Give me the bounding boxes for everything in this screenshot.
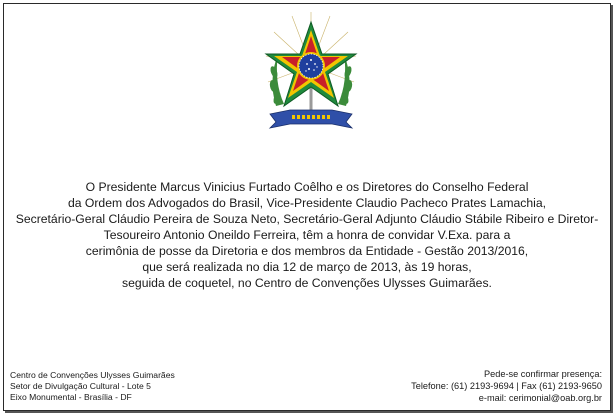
rsvp-phone: Telefone: (61) 2193-9694 | Fax (61) 2193-9650	[411, 381, 602, 391]
invitation-line: Tesoureiro Antonio Oneildo Ferreira, têm a honra de convidar V.Exa. para a	[103, 228, 511, 242]
emblem-ribbon	[270, 110, 352, 128]
emblem-disc	[297, 52, 325, 80]
rsvp-contact	[411, 368, 602, 404]
venue-address	[10, 370, 175, 403]
rsvp-heading: Pede-se confirmar presença:	[484, 369, 602, 379]
invitation-line: Secretário-Geral Cláudio Pereira de Souza Neto, Secretário-Geral Adjunto Cláudio Stábile Ribeiro e Diretor-	[15, 212, 599, 226]
invitation-line: que será realizada no dia 12 de março de 2013, às 19 horas,	[142, 260, 472, 274]
brazil-coat-of-arms-emblem	[262, 10, 360, 144]
venue-line: Centro de Convenções Ulysses Guimarães	[10, 370, 175, 380]
invitation-text	[8, 179, 606, 291]
invitation-line: da Ordem dos Advogados do Brasil, Vice-Presidente Claudio Pacheco Prates Lamachia,	[67, 196, 547, 210]
invitation-card	[3, 3, 611, 411]
venue-line: Setor de Divulgação Cultural - Lote 5	[10, 381, 151, 391]
invitation-line: O Presidente Marcus Vinicius Furtado Coêlho e os Diretores do Conselho Federal	[85, 180, 529, 194]
venue-line: Eixo Monumental - Brasília - DF	[10, 392, 132, 402]
invitation-line: cerimônia de posse da Diretoria e dos membros da Entidade - Gestão 2013/2016,	[85, 244, 529, 258]
invitation-line: seguida de coquetel, no Centro de Convenções Ulysses Guimarães.	[122, 276, 492, 290]
rsvp-email: e-mail: cerimonial@oab.org.br	[478, 393, 602, 403]
